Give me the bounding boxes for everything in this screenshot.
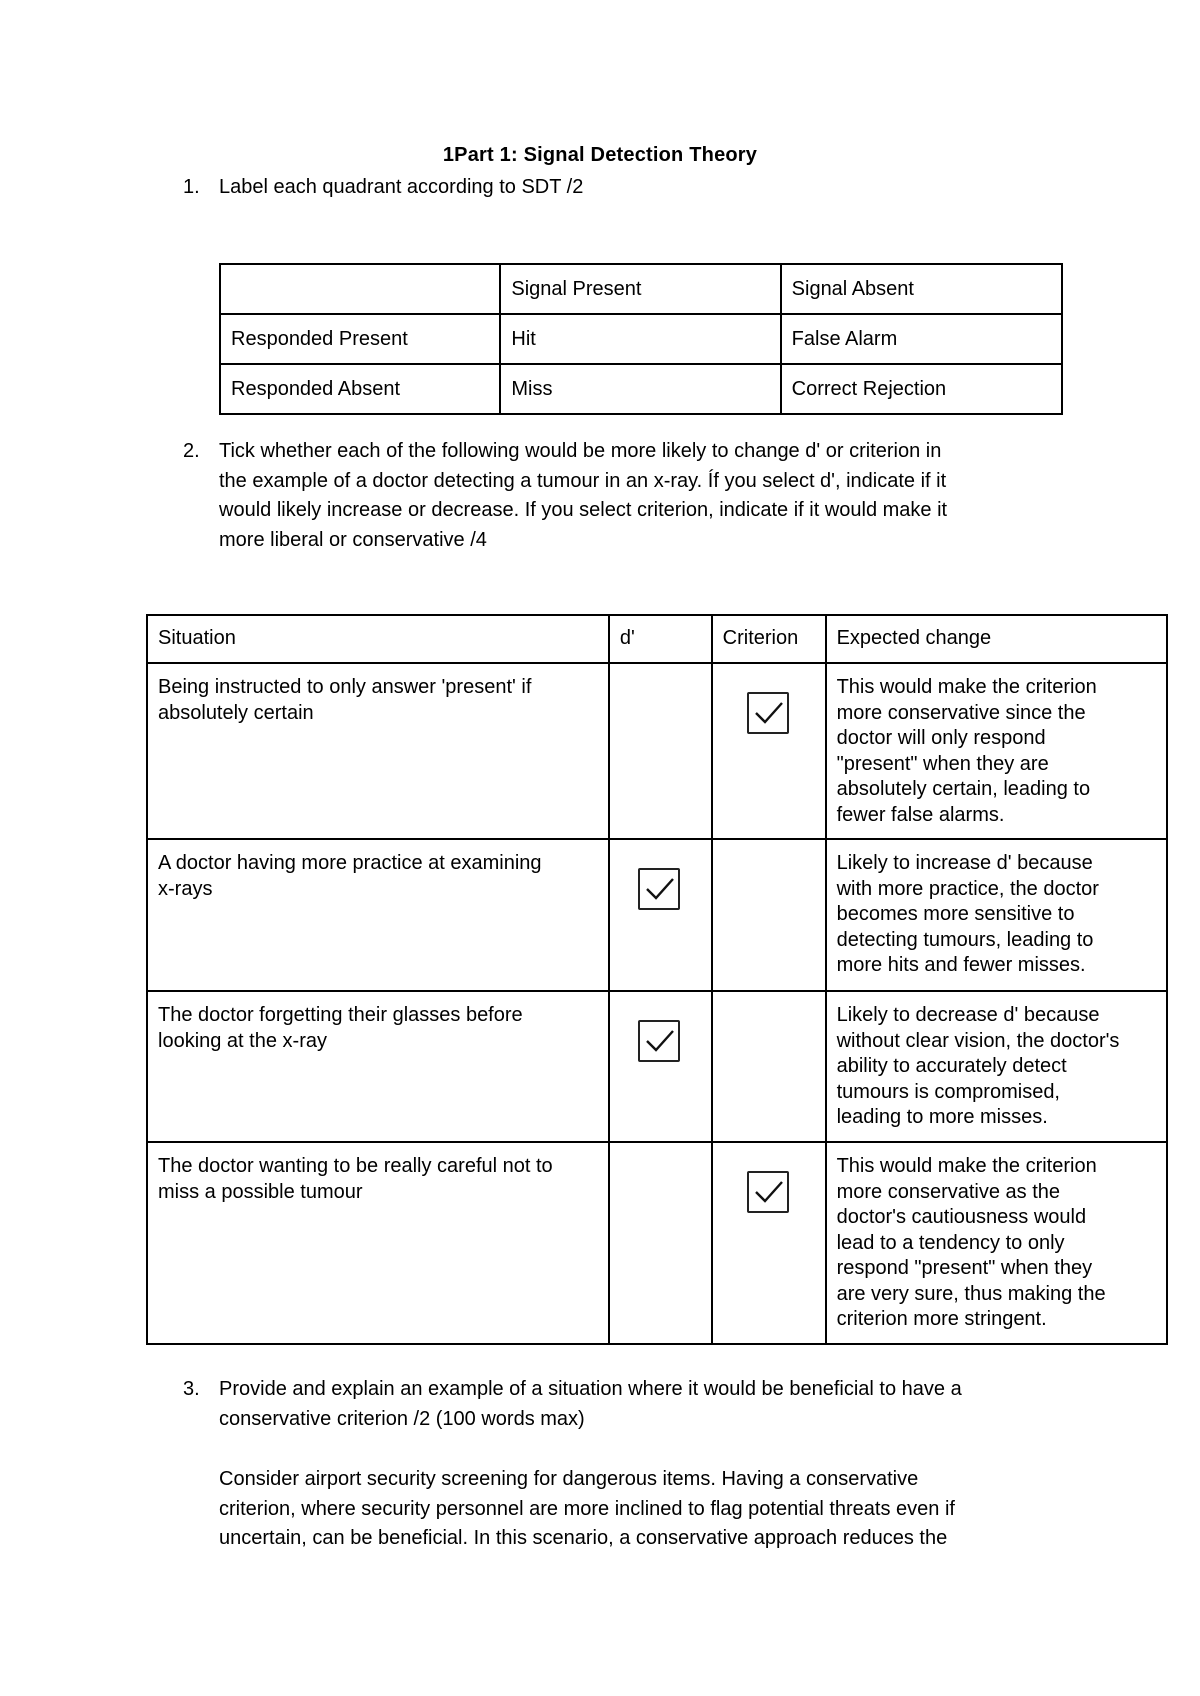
situation-line: A doctor having more practice at examining: [158, 852, 542, 874]
checked-checkbox[interactable]: [747, 1171, 789, 1213]
checkmark-icon: [754, 700, 784, 726]
change-line: "present" when they are: [836, 752, 1049, 775]
table-cell-blank: [220, 264, 500, 314]
situation-line: The doctor wanting to be really careful not to: [158, 1155, 553, 1177]
cell-hit: Hit: [500, 314, 780, 364]
d-prime-cell: [609, 663, 712, 839]
question-3-line: conservative criterion /2 (100 words max): [219, 1407, 585, 1430]
checked-checkbox[interactable]: [638, 1020, 680, 1062]
change-line: lead to a tendency to only: [836, 1231, 1065, 1254]
d-prime-cell: [609, 839, 712, 991]
change-line: detecting tumours, leading to: [836, 928, 1094, 951]
row-label-responded-present: Responded Present: [220, 314, 500, 364]
header-signal-present: Signal Present: [500, 264, 780, 314]
criterion-cell: [712, 991, 826, 1142]
change-line: tumours is compromised,: [836, 1080, 1060, 1103]
change-line: This would make the criterion: [836, 1155, 1097, 1177]
checkmark-icon: [645, 876, 675, 902]
header-signal-absent: Signal Absent: [781, 264, 1062, 314]
d-prime-cell: [609, 991, 712, 1142]
table-row: [220, 364, 1062, 414]
header-situation: Situation: [147, 615, 609, 663]
question-3-line: Provide and explain an example of a situation where it would be beneficial to have a: [219, 1378, 962, 1400]
situation-change-table: [146, 614, 1168, 1345]
table-row: [220, 264, 1062, 314]
change-line: Likely to increase d' because: [836, 852, 1093, 874]
checked-checkbox[interactable]: [638, 868, 680, 910]
question-2-text: [219, 437, 947, 555]
situation-line: The doctor forgetting their glasses before: [158, 1004, 523, 1026]
checkmark-icon: [645, 1028, 675, 1054]
question-3-answer: [219, 1465, 1079, 1554]
expected-change-cell: [826, 663, 1167, 839]
question-2-number: 2.: [183, 440, 200, 462]
question-2-line: would likely increase or decrease. If you select criterion, indicate if it would make it: [219, 499, 948, 521]
row-label-responded-absent: Responded Absent: [220, 364, 500, 414]
change-line: becomes more sensitive to: [836, 903, 1075, 925]
change-line: doctor will only respond: [836, 727, 1046, 749]
situation-cell: [147, 839, 609, 991]
change-line: without clear vision, the doctor's: [836, 1029, 1120, 1052]
expected-change-cell: [826, 839, 1167, 991]
change-line: fewer false alarms.: [836, 803, 1005, 826]
question-2-line: the example of a doctor detecting a tumour in an x-ray. Íf you select d', indicate if it: [219, 469, 947, 492]
change-line: with more practice, the doctor: [836, 877, 1099, 900]
change-line: more conservative as the: [836, 1180, 1061, 1203]
situation-line: miss a possible tumour: [158, 1180, 363, 1203]
checked-checkbox[interactable]: [747, 692, 789, 734]
situation-cell: [147, 663, 609, 839]
question-1: [183, 173, 1083, 203]
table-header-row: [147, 615, 1167, 663]
expected-change-cell: [826, 991, 1167, 1142]
table-row: [220, 314, 1062, 364]
change-line: absolutely certain, leading to: [836, 778, 1091, 800]
checkmark-icon: [754, 1179, 784, 1205]
criterion-cell: [712, 839, 826, 991]
criterion-cell: [712, 1142, 826, 1344]
question-3-text: [219, 1375, 962, 1434]
cell-miss: Miss: [500, 364, 780, 414]
expected-change-cell: [826, 1142, 1167, 1344]
header-d-prime: d': [609, 615, 712, 663]
change-line: more hits and fewer misses.: [836, 954, 1086, 976]
question-3-number: 3.: [183, 1378, 200, 1400]
answer-line: uncertain, can be beneficial. In this scenario, a conservative approach reduces the: [219, 1527, 948, 1549]
d-prime-cell: [609, 1142, 712, 1344]
question-2: [183, 437, 1083, 557]
sdt-quadrant-table: [219, 263, 1063, 415]
page-title: 1Part 1: Signal Detection Theory: [442, 144, 758, 166]
question-2-line: Tick whether each of the following would be more likely to change d' or criterion in: [219, 440, 942, 462]
question-2-line: more liberal or conservative /4: [219, 528, 487, 551]
change-line: criterion more stringent.: [836, 1308, 1047, 1330]
cell-correct-rejection: Correct Rejection: [781, 364, 1062, 414]
table-row: [147, 663, 1167, 839]
situation-line: Being instructed to only answer 'present' if: [158, 676, 532, 698]
header-expected-change: Expected change: [826, 615, 1167, 663]
situation-line: looking at the x-ray: [158, 1029, 327, 1052]
answer-line: criterion, where security personnel are more inclined to flag potential threats even if: [219, 1497, 955, 1520]
change-line: more conservative since the: [836, 701, 1086, 724]
criterion-cell: [712, 663, 826, 839]
change-line: leading to more misses.: [836, 1106, 1048, 1128]
change-line: are very sure, thus making the: [836, 1282, 1106, 1305]
cell-false-alarm: False Alarm: [781, 314, 1062, 364]
question-1-number: 1.: [183, 176, 200, 198]
table-row: [147, 991, 1167, 1142]
header-criterion: Criterion: [712, 615, 826, 663]
change-line: respond "present" when they: [836, 1257, 1093, 1279]
change-line: ability to accurately detect: [836, 1055, 1067, 1077]
table-row: [147, 839, 1167, 991]
situation-line: absolutely certain: [158, 701, 314, 724]
change-line: Likely to decrease d' because: [836, 1004, 1100, 1026]
situation-cell: [147, 1142, 609, 1344]
answer-line: Consider airport security screening for dangerous items. Having a conservative: [219, 1468, 919, 1490]
change-line: doctor's cautiousness would: [836, 1206, 1087, 1228]
situation-line: x-rays: [158, 877, 213, 900]
change-line: This would make the criterion: [836, 676, 1097, 698]
situation-cell: [147, 991, 609, 1142]
question-1-text: Label each quadrant according to SDT /2: [219, 176, 584, 198]
question-3: [183, 1375, 1083, 1435]
table-row: [147, 1142, 1167, 1344]
